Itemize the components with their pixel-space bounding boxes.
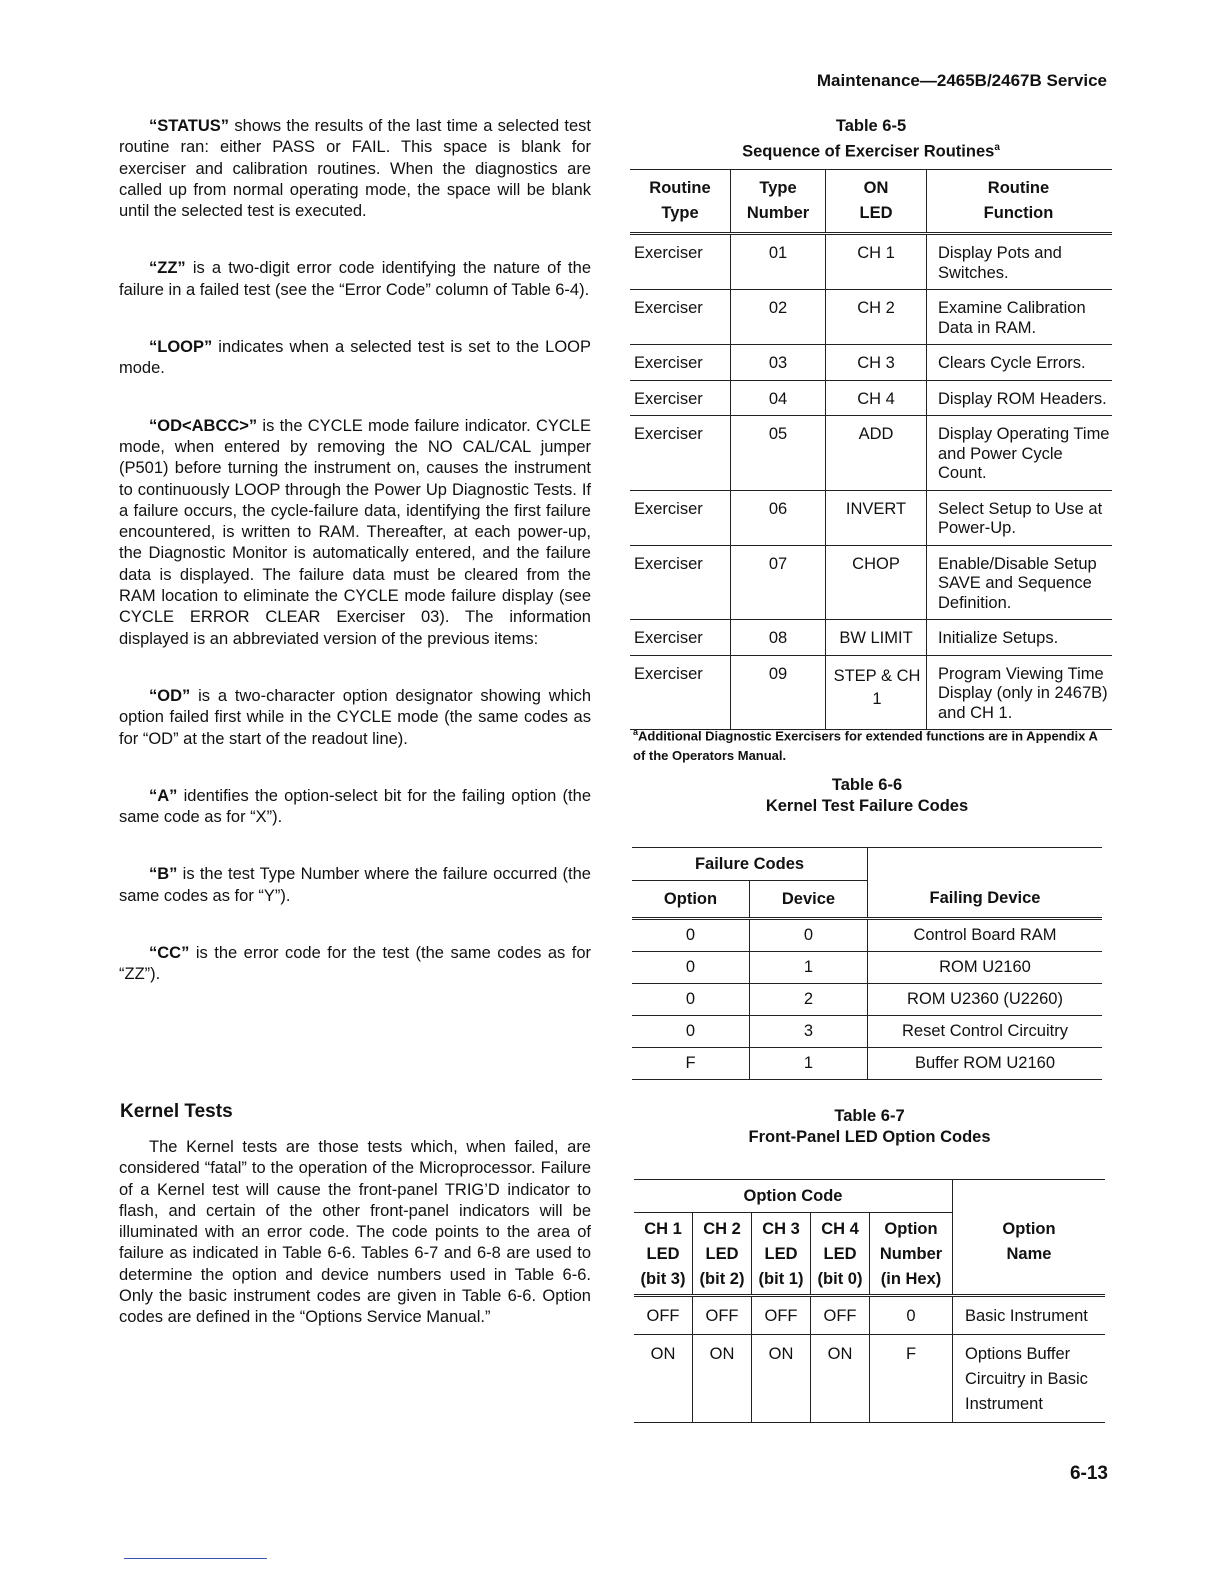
cell: 2 xyxy=(750,984,868,1016)
table-title: Sequence of Exerciser Routines$^a$ xyxy=(742,142,1000,161)
cell: Display ROM Headers. xyxy=(927,380,1113,416)
table-row xyxy=(634,1335,1105,1423)
cell: Reset Control Circuitry xyxy=(868,1016,1103,1048)
table-title: Kernel Test Failure Codes xyxy=(765,797,969,815)
table-header-row xyxy=(634,1213,1105,1296)
a-paragraph: “A” identifies the option-select bit for the failing option (the same code as for “X”). xyxy=(119,786,591,827)
header-spacer xyxy=(868,848,1103,881)
table-6-5 xyxy=(630,169,1112,730)
cell: Program Viewing Time Display (only in 2467B) and CH 1. xyxy=(927,655,1113,730)
kernel-tests-heading: Kernel Tests xyxy=(120,1101,233,1122)
table-title: Front-Panel LED Option Codes xyxy=(748,1128,991,1146)
cell: F xyxy=(870,1335,953,1423)
cell: Exerciser xyxy=(630,545,731,620)
loop-paragraph: “LOOP” indicates when a selected test is set to the LOOP mode. xyxy=(119,338,591,378)
cell: ON xyxy=(811,1335,870,1423)
cell: Options Buffer Circuitry in Basic Instrument xyxy=(953,1335,1106,1423)
cell: CH 1 xyxy=(826,234,927,290)
table-row xyxy=(630,490,1112,545)
table-6-5-footnote: $^a$Additional Diagnostic Exercisers for extended functions are in Appendix A of the Operators Manual. xyxy=(633,727,1098,764)
table-row xyxy=(630,380,1112,416)
table-header-row xyxy=(632,848,1102,881)
cell: 0 xyxy=(632,919,750,952)
cell: OFF xyxy=(634,1296,693,1335)
status-paragraph: “STATUS” shows the results of the last time a selected test routine ran: either PASS or FAIL. This space is blank for exerciser and calibration routines. When the diagnostics are called up from normal operating mode, the space will be blank until the selected test is executed. xyxy=(119,117,591,221)
col-header-ch4-led: CH 4 LED (bit 0) xyxy=(811,1213,870,1296)
table-row xyxy=(630,290,1112,345)
col-header-ch2-led: CH 2 LED (bit 2) xyxy=(693,1213,752,1296)
table-row xyxy=(630,620,1112,656)
cell: 07 xyxy=(731,545,826,620)
table-row xyxy=(634,1296,1105,1335)
od-abcc-paragraph: “OD<ABCC>” is the CYCLE mode failure indicator. CYCLE mode, when entered by removing the NO CAL/CAL jumper (P501) before turning the instrument on, causes the instrument to continuously LOOP through the Power Up Diagnostic Tests. If a failure occurs, the cycle-failure data, identifying the first failure encountered, is written to RAM. Thereafter, at each power-up, the Diagnostic Monitor is automatically entered, and the failure data is displayed. The failure data must be cleared from the RAM location to eliminate the CYCLE mode failure display (see CYCLE ERROR CLEAR Exerciser 03). The information displayed is an abbreviated version of the previous items: xyxy=(119,416,591,648)
cell: 01 xyxy=(731,234,826,290)
cell: 04 xyxy=(731,380,826,416)
cell: 03 xyxy=(731,345,826,381)
table-header-row xyxy=(634,1180,1105,1213)
table-row xyxy=(630,345,1112,381)
od-paragraph: “OD” is a two-character option designator showing which option failed first while in the CYCLE mode (the same codes as for “OD” at the start of the readout line). xyxy=(119,686,591,748)
cell: Basic Instrument xyxy=(953,1296,1106,1335)
cell: F xyxy=(632,1048,750,1080)
cell: CH 3 xyxy=(826,345,927,381)
cell: Buffer ROM U2160 xyxy=(868,1048,1103,1080)
col-header-failing-device: Failing Device xyxy=(868,881,1103,919)
cell: Enable/Disable Setup SAVE and Sequence Definition. xyxy=(927,545,1113,620)
cell: Examine Calibration Data in RAM. xyxy=(927,290,1113,345)
col-header-option-name: Option Name xyxy=(953,1213,1106,1296)
cell: BW LIMIT xyxy=(826,620,927,656)
table-number: Table 6-7 xyxy=(834,1107,905,1125)
table-row xyxy=(630,545,1112,620)
cell: Exerciser xyxy=(630,380,731,416)
cell: 0 xyxy=(870,1296,953,1335)
col-header-ch1-led: CH 1 LED (bit 3) xyxy=(634,1213,693,1296)
col-header-option: Option xyxy=(632,881,750,919)
table-6-6-caption xyxy=(632,775,1102,817)
table-row xyxy=(630,234,1112,290)
cell: Clears Cycle Errors. xyxy=(927,345,1113,381)
cell: ON xyxy=(693,1335,752,1423)
table-row xyxy=(630,655,1112,730)
left-column xyxy=(119,116,591,986)
cell: 1 xyxy=(750,1048,868,1080)
col-header-routine-function: Routine Function xyxy=(927,170,1113,234)
table-row xyxy=(630,416,1112,491)
table-header-row xyxy=(632,881,1102,919)
cell: 09 xyxy=(731,655,826,730)
cell: ROM U2160 xyxy=(868,952,1103,984)
table-header-row xyxy=(630,170,1112,234)
kernel-tests-paragraph: The Kernel tests are those tests which, when failed, are considered “fatal” to the operation of the Microprocessor. Failure of a Kernel test will cause the front-panel TRIG’D indicator to flash, and certain of the other front-panel indicators will be illuminated with an error code. The code points to the area of failure as indicated in Table 6-6. Tables 6-7 and 6-8 are used to determine the option and device numbers used in Table 6-6. Only the basic instrument codes are given in Table 6-6. Option codes are defined in the “Options Service Manual.” xyxy=(119,1138,591,1327)
cell: Exerciser xyxy=(630,345,731,381)
table-6-7 xyxy=(634,1179,1105,1423)
cell: ON xyxy=(752,1335,811,1423)
table-row xyxy=(632,984,1102,1016)
table-row xyxy=(632,1016,1102,1048)
table-number: Table 6-5 xyxy=(835,117,907,135)
running-header: Maintenance—2465B/2467B Service xyxy=(816,71,1107,90)
cell: Control Board RAM xyxy=(868,919,1103,952)
header-spacer xyxy=(953,1180,1106,1213)
col-header-ch3-led: CH 3 LED (bit 1) xyxy=(752,1213,811,1296)
bottom-rule xyxy=(124,1558,267,1559)
col-header-option-number: Option Number (in Hex) xyxy=(870,1213,953,1296)
cell: 0 xyxy=(632,1016,750,1048)
cell: 0 xyxy=(750,919,868,952)
cell: CH 2 xyxy=(826,290,927,345)
cell: ROM U2360 (U2260) xyxy=(868,984,1103,1016)
cell: Exerciser xyxy=(630,416,731,491)
cell: 05 xyxy=(731,416,826,491)
cell: STEP & CH 1 xyxy=(826,655,927,730)
table-6-6 xyxy=(632,847,1102,1080)
col-header-type-number: Type Number xyxy=(731,170,826,234)
cell: 02 xyxy=(731,290,826,345)
cell: 3 xyxy=(750,1016,868,1048)
table-6-7-caption xyxy=(634,1106,1105,1148)
cell: 08 xyxy=(731,620,826,656)
b-paragraph: “B” is the test Type Number where the failure occurred (the same codes as for “Y”). xyxy=(119,865,591,905)
cell: CHOP xyxy=(826,545,927,620)
cell: 0 xyxy=(632,984,750,1016)
cell: Exerciser xyxy=(630,234,731,290)
cell: Select Setup to Use at Power-Up. xyxy=(927,490,1113,545)
cell: OFF xyxy=(811,1296,870,1335)
table-6-5-caption xyxy=(630,116,1112,163)
col-header-routine-type: Routine Type xyxy=(630,170,731,234)
cell: Exerciser xyxy=(630,290,731,345)
cell: Exerciser xyxy=(630,490,731,545)
table-number: Table 6-6 xyxy=(831,776,903,794)
zz-paragraph: “ZZ” is a two-digit error code identifying the nature of the failure in a failed test (see the “Error Code” column of Table 6-4). xyxy=(119,259,591,299)
cell: 0 xyxy=(632,952,750,984)
cell: ON xyxy=(634,1335,693,1423)
page-number: 6-13 xyxy=(1069,1463,1108,1484)
cell: CH 4 xyxy=(826,380,927,416)
cell: 06 xyxy=(731,490,826,545)
cell: Display Pots and Switches. xyxy=(927,234,1113,290)
cell: Display Operating Time and Power Cycle Count. xyxy=(927,416,1113,491)
cell: 1 xyxy=(750,952,868,984)
table-row xyxy=(632,1048,1102,1080)
footnote-marker: a xyxy=(994,142,1000,153)
group-header-failure-codes: Failure Codes xyxy=(632,848,868,881)
group-header-option-code: Option Code xyxy=(634,1180,953,1213)
cell: OFF xyxy=(752,1296,811,1335)
cell: Exerciser xyxy=(630,655,731,730)
cell: INVERT xyxy=(826,490,927,545)
cell: Exerciser xyxy=(630,620,731,656)
col-header-on-led: ON LED xyxy=(826,170,927,234)
col-header-device: Device xyxy=(750,881,868,919)
cc-paragraph: “CC” is the error code for the test (the same codes as for “ZZ”). xyxy=(119,944,591,984)
cell: Initialize Setups. xyxy=(927,620,1113,656)
table-row xyxy=(632,952,1102,984)
table-row xyxy=(632,919,1102,952)
cell: OFF xyxy=(693,1296,752,1335)
cell: ADD xyxy=(826,416,927,491)
